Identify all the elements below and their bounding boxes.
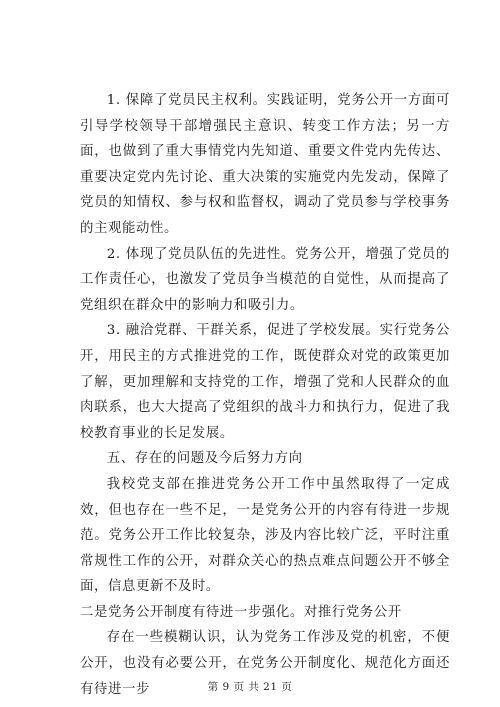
paragraph-1: 1. 保障了党员民主权利。实践证明，党务公开一方面可引导学校领导干部增强民主意识、转变工作方法；另一方面，也做到了重大事情党内先知道、重要文件党内先传达、重要决定党内先讨论、重大决策的实施党内先发动，保障了党员的知情权、参与权和监督权，调动了党员参与学校事务的主观能动性。 <box>80 93 450 236</box>
paragraph-4: 我校党支部在推进党务公开工作中虽然取得了一定成效，但也存在一些不足，一是党务公开的内容有待进一步规范。党务公开工作比较复杂，涉及内容比较广泛，平时注重常规性工作的公开，对群众关心的热点难点问题公开不够全面，信息更新不及时。 <box>80 476 450 595</box>
paragraph-6: 存在一些模糊认识，认为党务工作涉及党的机密，不便公开，也没有必要公开，在党务公开制度化、规范化方面还有待进一步 <box>80 630 450 697</box>
paragraph-2: 2. 体现了党员队伍的先进性。党务公开，增强了党员的工作责任心，也激发了党员争当模范的自觉性，从而提高了党组织在群众中的影响力和吸引力。 <box>80 246 450 313</box>
paragraph-3: 3. 融洽党群、干群关系，促进了学校发展。实行党务公开，用民主的方式推进党的工作，既使群众对党的政策更加了解，更加理解和支持党的工作，增强了党和人民群众的血肉联系，也大大提高了党组织的战斗力和执行力，促进了我校教育事业的长足发展。 <box>80 323 450 441</box>
paragraph-5: 二是党务公开制度有待进一步强化。对推行党务公开 <box>80 604 402 620</box>
page-number-footer: 第 9 页 共 21 页 <box>207 681 293 693</box>
document-body <box>80 88 450 702</box>
section-heading: 五、存在的问题及今后努力方向 <box>106 451 303 467</box>
